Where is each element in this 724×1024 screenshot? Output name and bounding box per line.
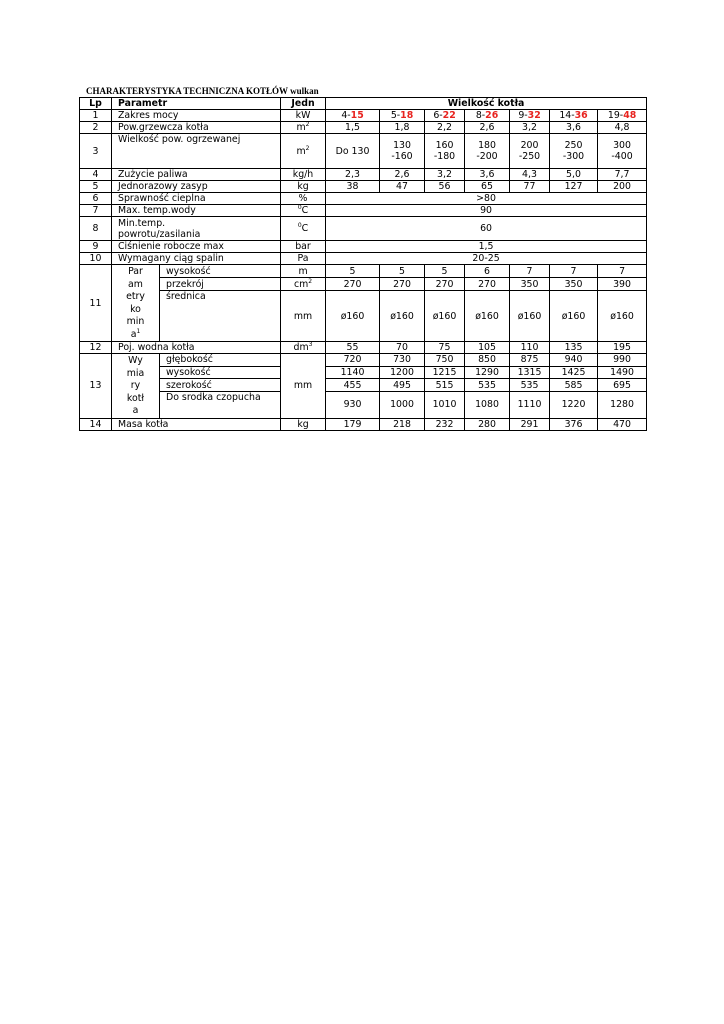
table-cell: 130 xyxy=(393,140,411,151)
table-cell: cm xyxy=(293,278,309,290)
table-cell: 9 xyxy=(80,241,112,253)
table-cell: 11 xyxy=(80,265,112,342)
size-cell xyxy=(326,110,380,122)
table-cell: ø160 xyxy=(380,291,425,342)
table-cell: Wielkość pow. ogrzewanej xyxy=(112,134,281,169)
table-cell: C xyxy=(301,223,309,234)
table-row xyxy=(80,134,647,169)
table-cell: Jednorazowy zasyp xyxy=(112,181,281,193)
table-cell: 291 xyxy=(510,418,550,430)
table-cell: kg xyxy=(281,181,326,193)
table-cell: 875 xyxy=(510,354,550,367)
table-cell: 48 xyxy=(623,110,637,121)
table-cell: ko xyxy=(130,303,141,315)
table-cell: Par xyxy=(128,266,143,277)
table-cell: 930 xyxy=(326,392,380,418)
table-cell: 7 xyxy=(80,205,112,217)
table-cell: 110 xyxy=(510,342,550,354)
row-unit: kW xyxy=(281,110,326,122)
table-row xyxy=(80,278,647,291)
table-cell: 3,2 xyxy=(510,122,550,134)
table-cell: 2,6 xyxy=(465,122,510,134)
table-cell: 9- xyxy=(518,110,528,121)
table-cell: Min.temp. xyxy=(118,217,166,229)
table-cell: 180 xyxy=(478,140,496,151)
table-cell: 90 xyxy=(326,205,647,217)
table-row xyxy=(80,354,647,367)
table-cell xyxy=(598,134,647,169)
table-cell: 535 xyxy=(510,379,550,392)
table-cell: 390 xyxy=(598,278,647,291)
table-cell: 12 xyxy=(80,342,112,354)
table-cell: 38 xyxy=(326,181,380,193)
table-row xyxy=(80,122,647,134)
table-cell: 270 xyxy=(465,278,510,291)
table-cell: 3,6 xyxy=(465,169,510,181)
table-cell: 0 xyxy=(297,221,302,229)
table-cell xyxy=(510,134,550,169)
table-row xyxy=(80,392,647,418)
table-cell xyxy=(281,342,326,354)
table-cell: 47 xyxy=(380,181,425,193)
table-cell: 1315 xyxy=(510,366,550,379)
table-cell xyxy=(112,354,160,419)
row-param: Zakres mocy xyxy=(112,110,281,122)
table-cell: 70 xyxy=(380,342,425,354)
table-cell: 2,6 xyxy=(380,169,425,181)
table-cell: 2,2 xyxy=(425,122,465,134)
table-cell: mm xyxy=(281,354,326,419)
table-cell: 495 xyxy=(380,379,425,392)
table-row xyxy=(80,181,647,193)
table-cell: ø160 xyxy=(510,291,550,342)
table-row xyxy=(80,110,647,122)
table-cell: a xyxy=(130,328,137,340)
table-cell: 270 xyxy=(380,278,425,291)
table-cell: 5 xyxy=(326,265,380,278)
table-cell: 1,5 xyxy=(326,241,647,253)
table-cell: ry xyxy=(130,380,141,391)
table-cell: 585 xyxy=(550,379,598,392)
table-cell: -250 xyxy=(518,151,541,162)
table-cell: 1110 xyxy=(510,392,550,418)
table-cell: 3 xyxy=(308,341,313,348)
boiler-spec-table xyxy=(79,97,647,431)
table-cell: etry xyxy=(126,291,145,302)
table-cell: 4- xyxy=(341,110,351,121)
table-cell: 15 xyxy=(350,110,364,121)
size-cell xyxy=(510,110,550,122)
table-cell: 4,8 xyxy=(598,122,647,134)
table-cell: szerokość xyxy=(160,379,281,392)
table-cell: kotł xyxy=(126,392,145,404)
table-cell: wysokość xyxy=(160,366,281,379)
table-cell: 18 xyxy=(400,110,414,121)
table-cell: Pow.grzewcza kotła xyxy=(112,122,281,134)
table-cell: 300 xyxy=(613,140,631,151)
table-cell: 376 xyxy=(550,418,598,430)
table-cell: 270 xyxy=(425,278,465,291)
table-cell: min xyxy=(126,316,145,327)
table-cell: 56 xyxy=(425,181,465,193)
table-cell: 232 xyxy=(425,418,465,430)
table-cell: 850 xyxy=(465,354,510,367)
table-cell: 200 xyxy=(598,181,647,193)
table-cell: 2,3 xyxy=(326,169,380,181)
header-lp: Lp xyxy=(80,98,112,110)
table-cell: Sprawność cieplna xyxy=(112,193,281,205)
table-cell: 1215 xyxy=(425,366,465,379)
table-row xyxy=(80,379,647,392)
table-row xyxy=(80,205,647,217)
table-row xyxy=(80,366,647,379)
table-cell: 350 xyxy=(510,278,550,291)
table-cell: C xyxy=(301,205,309,216)
table-cell: 2 xyxy=(305,121,310,128)
table-row xyxy=(80,253,647,265)
size-cell xyxy=(598,110,647,122)
table-cell: 270 xyxy=(326,278,380,291)
table-cell: przekrój xyxy=(160,278,281,291)
table-cell: 1080 xyxy=(465,392,510,418)
table-cell: 1,5 xyxy=(326,122,380,134)
table-cell: 19- xyxy=(607,110,624,121)
table-cell: 1220 xyxy=(550,392,598,418)
table-cell: 5 xyxy=(80,181,112,193)
table-cell: Pa xyxy=(281,253,326,265)
table-cell: 218 xyxy=(380,418,425,430)
table-row xyxy=(80,291,647,342)
table-cell xyxy=(425,134,465,169)
table-cell: kg xyxy=(281,418,326,430)
table-cell: 8 xyxy=(80,217,112,241)
table-cell: 14 xyxy=(80,418,112,430)
table-cell: bar xyxy=(281,241,326,253)
table-cell: 7 xyxy=(510,265,550,278)
table-cell: 10 xyxy=(80,253,112,265)
table-cell: 250 xyxy=(564,140,583,151)
table-cell xyxy=(281,205,326,217)
table-cell: średnica xyxy=(160,291,281,342)
table-cell: 1290 xyxy=(465,366,510,379)
table-cell: 32 xyxy=(527,110,541,121)
table-cell: 470 xyxy=(598,418,647,430)
size-cell xyxy=(380,110,425,122)
table-cell: 60 xyxy=(326,217,647,241)
table-cell: 65 xyxy=(465,181,510,193)
table-cell: 127 xyxy=(550,181,598,193)
table-cell: 5- xyxy=(390,110,401,121)
table-cell: 1140 xyxy=(326,366,380,379)
table-cell: Do 130 xyxy=(326,134,380,169)
table-cell: ø160 xyxy=(550,291,598,342)
table-cell: -180 xyxy=(433,151,456,162)
table-cell: 750 xyxy=(425,354,465,367)
table-cell: ø160 xyxy=(598,291,647,342)
table-cell: 13 xyxy=(80,354,112,419)
table-cell: 3 xyxy=(80,134,112,169)
table-cell: głębokość xyxy=(160,354,281,367)
table-cell: Poj. wodna kotła xyxy=(112,342,281,354)
table-cell: Ciśnienie robocze max xyxy=(112,241,281,253)
table-cell: 135 xyxy=(550,342,598,354)
table-cell: 22 xyxy=(442,110,456,121)
table-cell xyxy=(112,265,160,342)
table-cell: 535 xyxy=(465,379,510,392)
table-cell: Wymagany ciąg spalin xyxy=(112,253,281,265)
table-cell: 200 xyxy=(520,140,539,151)
table-cell: >80 xyxy=(326,193,647,205)
table-cell: 350 xyxy=(550,278,598,291)
row-lp: 1 xyxy=(80,110,112,122)
table-cell: 1425 xyxy=(550,366,598,379)
table-cell: ø160 xyxy=(326,291,380,342)
table-cell: wysokość xyxy=(160,265,281,278)
table-cell: 455 xyxy=(326,379,380,392)
table-cell xyxy=(281,217,326,241)
table-cell: 8- xyxy=(475,110,486,121)
table-cell: 6 xyxy=(80,193,112,205)
table-cell: 7 xyxy=(550,265,598,278)
table-cell xyxy=(281,122,326,134)
table-cell: ø160 xyxy=(465,291,510,342)
table-cell: 990 xyxy=(598,354,647,367)
table-row xyxy=(80,265,647,278)
table-cell: 2 xyxy=(80,122,112,134)
table-cell: -400 xyxy=(611,151,633,162)
table-cell: 2 xyxy=(308,277,313,285)
header-parametr: Parametr xyxy=(112,98,281,110)
table-cell: mia xyxy=(126,367,145,379)
table-cell: 55 xyxy=(326,342,380,354)
table-cell: 105 xyxy=(465,342,510,354)
table-cell: 6 xyxy=(465,265,510,278)
table-cell: 75 xyxy=(425,342,465,354)
table-cell xyxy=(281,134,326,169)
table-cell: 4,3 xyxy=(510,169,550,181)
table-cell: 1280 xyxy=(598,392,647,418)
table-cell: -200 xyxy=(476,151,498,162)
table-cell: 4 xyxy=(80,169,112,181)
document-title: CHARAKTERYSTYKA TECHNICZNA KOTŁÓW wulkan xyxy=(86,86,319,96)
size-cell xyxy=(425,110,465,122)
table-cell: 1200 xyxy=(380,366,425,379)
table-row xyxy=(80,217,647,241)
table-cell: m xyxy=(281,265,326,278)
table-cell: mm xyxy=(281,291,326,342)
table-cell: 179 xyxy=(326,418,380,430)
table-cell: 1,8 xyxy=(380,122,425,134)
table-cell: 7 xyxy=(598,265,647,278)
table-cell: Zużycie paliwa xyxy=(112,169,281,181)
header-row xyxy=(80,98,647,110)
table-cell: dm xyxy=(293,342,309,353)
table-cell: -300 xyxy=(562,151,585,162)
table-cell: 3,6 xyxy=(550,122,598,134)
table-cell: 2 xyxy=(305,144,310,152)
table-cell: 0 xyxy=(297,204,302,211)
table-cell: a xyxy=(132,405,139,416)
table-cell: 730 xyxy=(380,354,425,367)
table-cell: ø160 xyxy=(425,291,465,342)
size-cell xyxy=(550,110,598,122)
table-cell: 720 xyxy=(326,354,380,367)
table-cell: % xyxy=(281,193,326,205)
table-cell: Max. temp.wody xyxy=(112,205,281,217)
table-cell: 1010 xyxy=(425,392,465,418)
table-row xyxy=(80,193,647,205)
table-cell: am xyxy=(128,278,143,290)
table-cell: 1000 xyxy=(380,392,425,418)
table-cell xyxy=(550,134,598,169)
header-wielkosc: Wielkość kotła xyxy=(326,98,647,110)
table-row xyxy=(80,169,647,181)
table-cell: 36 xyxy=(574,110,588,121)
table-cell: m xyxy=(296,122,306,133)
table-cell: Do srodka czopucha xyxy=(160,392,281,418)
table-cell xyxy=(281,278,326,291)
table-cell: 195 xyxy=(598,342,647,354)
table-cell: 5,0 xyxy=(550,169,598,181)
size-cell xyxy=(465,110,510,122)
table-cell: powrotu/zasilania xyxy=(118,228,201,240)
table-cell xyxy=(380,134,425,169)
table-cell: 20-25 xyxy=(326,253,647,265)
table-cell: 6- xyxy=(433,110,443,121)
table-cell: 1 xyxy=(136,327,141,335)
table-cell: 77 xyxy=(510,181,550,193)
table-cell: 515 xyxy=(425,379,465,392)
table-cell: 160 xyxy=(435,140,454,151)
table-cell: Wy xyxy=(128,355,143,366)
table-cell: 695 xyxy=(598,379,647,392)
table-cell xyxy=(465,134,510,169)
table-cell: 5 xyxy=(425,265,465,278)
table-cell: -160 xyxy=(391,151,413,162)
table-row xyxy=(80,418,647,430)
table-cell: 280 xyxy=(465,418,510,430)
header-jedn: Jedn xyxy=(281,98,326,110)
table-cell: m xyxy=(296,145,306,157)
table-cell: 5 xyxy=(380,265,425,278)
table-cell: 26 xyxy=(485,110,499,121)
table-cell: 3,2 xyxy=(425,169,465,181)
table-cell: 940 xyxy=(550,354,598,367)
table-cell: kg/h xyxy=(281,169,326,181)
table-cell: 14- xyxy=(559,110,575,121)
table-cell: 1490 xyxy=(598,366,647,379)
table-row xyxy=(80,241,647,253)
table-cell: Masa kotła xyxy=(112,418,281,430)
table-cell: 7,7 xyxy=(598,169,647,181)
table-cell xyxy=(112,217,281,241)
table-row xyxy=(80,342,647,354)
